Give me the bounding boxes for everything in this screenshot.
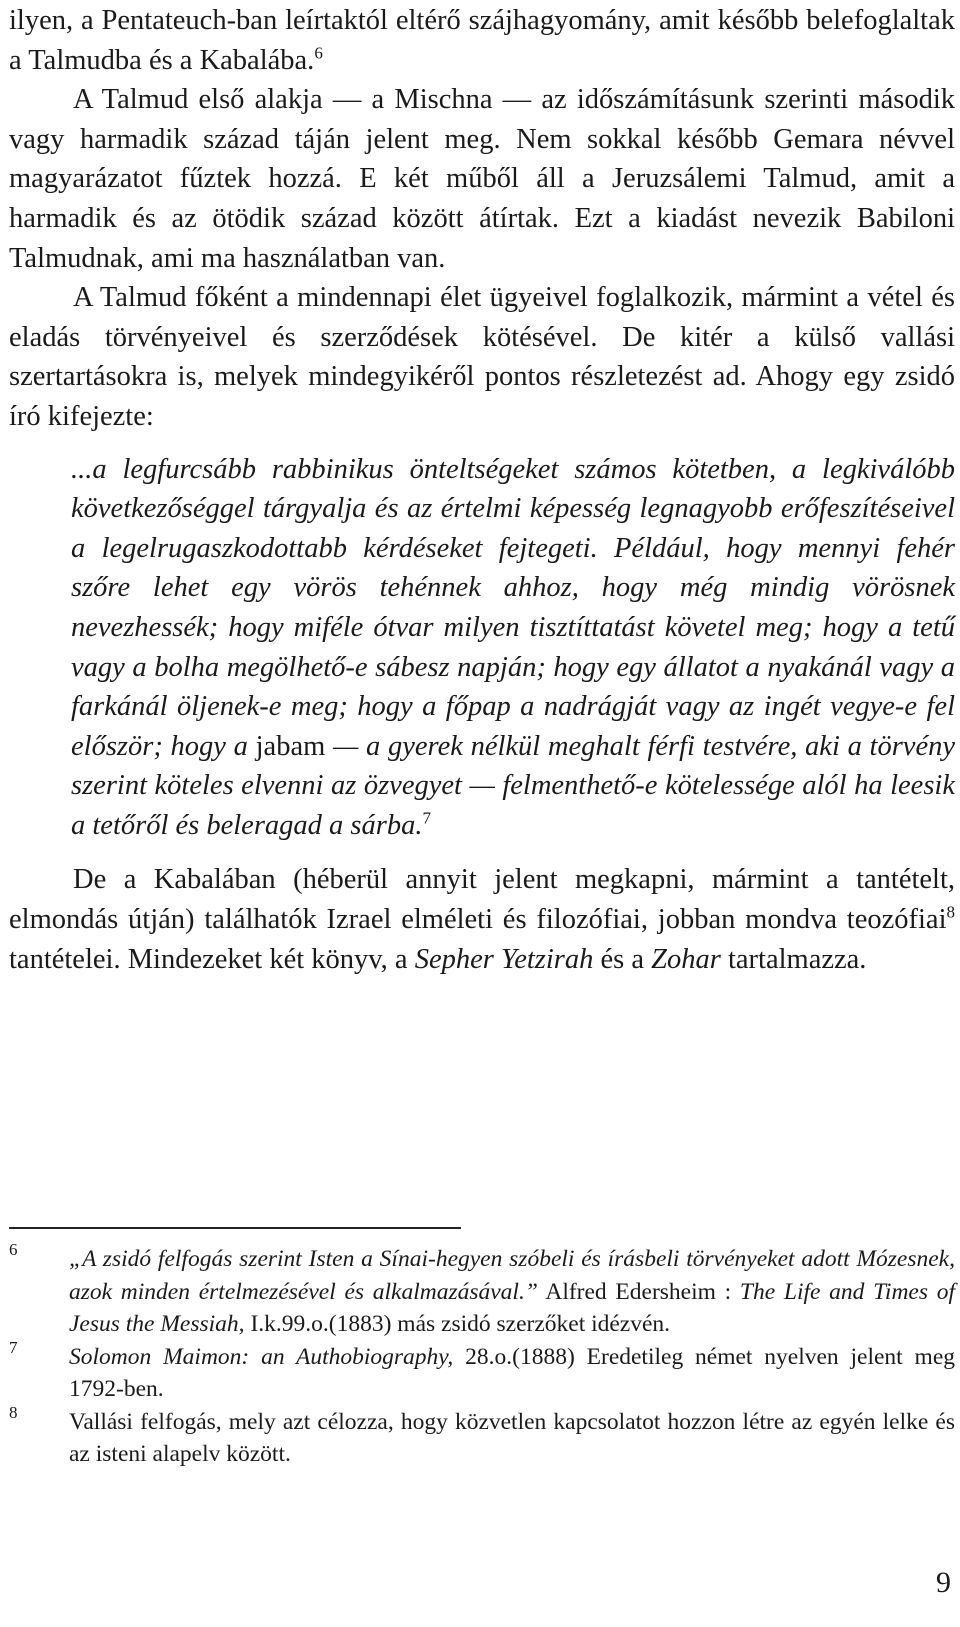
footnote-7-rest: 28.o.(1888) Eredetileg német nyelven jelent meg 1792-ben. [69, 1343, 955, 1402]
paragraph-4-text-4: tartalmazza. [720, 943, 867, 975]
quote-term-jabam: jabam [255, 730, 326, 762]
footnote-8-text: Vallási felfogás, mely azt célozza, hogy közvetlen kapcsolatot hozzon létre az egyén lelke és az isteni alapelv között. [69, 1408, 955, 1467]
quote-text-1: ...a legfurcsább rabbinikus önteltségeket számos kötetben, a legkiválóbb következőséggel tárgyalja és az értelmi képesség legnagyobb erőfeszítéseivel a legelrugaszkodottabb kérdéseket fejtegeti. Például, hogy mennyi fehér szőre lehet egy vörös tehénnek ahhoz, hogy még mindig vörösnek nevezhessék; hogy miféle ótvar milyen tisztíttatást követel meg; hogy a tetű vagy a bolha megölhető-e sábesz napján; hogy egy állatot a nyakánál vagy a farkánál öljenek-e meg; hogy a főpap a nadrágját vagy az ingét vegye-e fel először; hogy a [71, 453, 955, 762]
footnote-6 [9, 1240, 956, 1341]
paragraph-1-text: ilyen, a Pentateuch-ban leírtaktól eltérő szájhagyomány, amit később belefoglaltak a Talmudba és a Kabalába. [9, 5, 955, 76]
document-page [9, 0, 955, 979]
footnote-number: 8 [9, 1402, 18, 1422]
book-title-sepher-yetzirah: Sepher Yetzirah [414, 943, 594, 975]
paragraph-3: A Talmud főként a mindennapi élet ügyeivel foglalkozik, mármint a vétel és eladás törvényeivel és szerződések kötésével. De kitér a külső vallási szertartásokra is, melyek mindegyikéről pontos részletezést ad. Ahogy egy zsidó író kifejezte: [9, 282, 955, 432]
block-quote [9, 450, 955, 846]
quote-text-2: — a gyerek nélkül meghalt férfi testvére, aki a törvény szerint köteles elvenni az özvegyet — felmenthető-e kötelessége alól ha leesik a tetőről és beleragad a sárba. [71, 730, 956, 841]
footnote-divider [9, 1227, 461, 1229]
footnote-7-book-title: Solomon Maimon: an Authobiography, [69, 1343, 454, 1370]
footnotes-section [9, 1240, 956, 1471]
paragraph-4-text-3: és a [593, 943, 652, 975]
paragraph-4-text-2: tantételei. Mindezeket két könyv, a [9, 943, 415, 975]
footnote-6-author: Alfred Edersheim : [537, 1278, 740, 1305]
footnote-8 [9, 1402, 955, 1471]
footnote-number: 7 [9, 1337, 18, 1357]
paragraph-2: A Talmud első alakja — a Mischna — az időszámításunk szerinti második vagy harmadik század táján jelent meg. Nem sokkal később Gemara névvel magyarázatot fűztek hozzá. E két műből áll a Jeruzsálemi Talmud, amit a harmadik és az ötödik század között átírtak. Ezt a kiadást nevezik Babiloni Talmudnak, ami ma használatban van. [9, 84, 955, 274]
footnote-6-rest: I.k.99.o.(1883) más zsidó szerzőket idézvén. [244, 1311, 671, 1337]
footnote-ref-7[interactable]: 7 [422, 808, 431, 828]
page-number: 9 [936, 1566, 951, 1599]
footnote-6-quote: „A zsidó felfogás szerint Isten a Sínai-hegyen szóbeli és írásbeli törvényeket adott Mózesnek, azok minden értelmezésével és alkalmazásával.” [69, 1246, 955, 1305]
footnote-6-book-title: The Life and Times of Jesus the Messiah, [69, 1278, 956, 1337]
footnote-ref-6[interactable]: 6 [314, 43, 323, 63]
footnote-number: 6 [9, 1240, 18, 1259]
paragraph-4-text-1: De a Kabalában (héberül annyit jelent megkapni, mármint a tantételt, elmondás útján) találhatók Izrael elméleti és filozófiai, jobban mondva teozófiai [9, 864, 955, 936]
footnote-7 [9, 1337, 955, 1406]
book-title-zohar: Zohar [651, 943, 721, 975]
paragraph-4 [9, 860, 955, 979]
footnote-ref-8[interactable]: 8 [946, 902, 955, 922]
paragraph-1 [9, 1, 955, 80]
